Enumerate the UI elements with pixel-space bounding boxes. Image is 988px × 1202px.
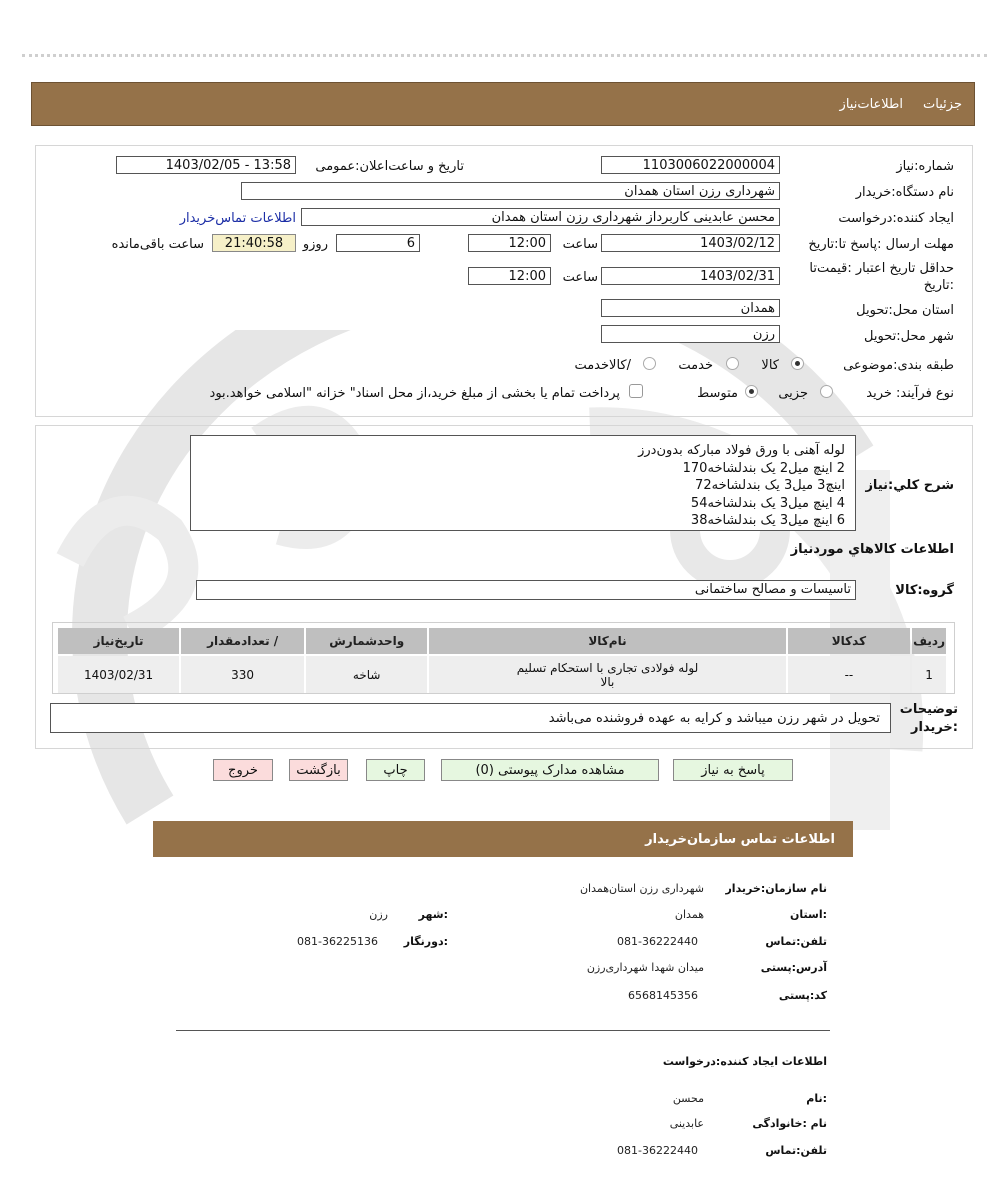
announce-label: تاریخ و ساعت‌اعلان:عمومی (315, 159, 464, 174)
cell-name-line-1: لوله فولادی تجاری با استحکام تسلیم (516, 661, 699, 675)
cell-qty: 330 (181, 656, 304, 694)
cell-name-line-2: بالا (600, 675, 615, 689)
req-family-label: نام :خانوادگی (752, 1117, 827, 1130)
exit-button[interactable]: خروج (213, 759, 273, 781)
deadline-time-label: ساعت (562, 237, 598, 252)
creator-label: ایجاد کننده:درخواست (838, 211, 954, 226)
col-unit: واحدشمارش (306, 628, 427, 654)
city-label: شهر محل:تحویل (864, 329, 954, 344)
col-name: نام‌کالا (429, 628, 785, 654)
fax-label: :دورنگار (403, 935, 448, 948)
cell-unit: شاخه (306, 656, 427, 694)
address-value: میدان شهدا شهرداری‌رزن (586, 961, 704, 974)
validity-label-2: :تاریخ (923, 278, 954, 293)
contact-title: اطلاعات تماس سازمان‌خریدار (645, 832, 835, 847)
need-number-label: شماره:نیاز (896, 159, 954, 174)
contact-header (153, 821, 853, 857)
req-name-value: محسن (672, 1092, 704, 1105)
org-label: نام سازمان:خریدار (725, 882, 827, 895)
description-line: 2 اینچ میل2 یک بندلشاخه170 (682, 460, 845, 476)
req-phone-value: 081-36222440 (617, 1144, 698, 1157)
announce-field: 1403/02/05 - 13:58 (116, 156, 296, 174)
org-value: شهرداری رزن استان‌همدان (579, 882, 704, 895)
goods-group-field: تاسیسات و مصالح ساختمانی (196, 580, 856, 600)
process-medium-label: متوسط (697, 386, 738, 401)
category-goods-radio[interactable] (791, 357, 804, 370)
validity-time-field: 12:00 (468, 267, 551, 285)
treasury-payment-checkbox[interactable] (629, 384, 643, 398)
goods-group-label: گروه:كالا (895, 583, 954, 598)
requester-title: اطلاعات ایجاد کننده:درخواست (662, 1055, 827, 1068)
category-service-label: خدمت (678, 358, 713, 373)
contact-city-label: :شهر (418, 908, 448, 921)
category-service-radio[interactable] (726, 357, 739, 370)
process-medium-radio[interactable] (745, 385, 758, 398)
remaining-time-field: 21:40:58 (212, 234, 296, 252)
process-label: نوع فرآیند: خرید (866, 386, 954, 401)
tab-need-info[interactable]: اطلاعات‌نیاز (839, 97, 903, 112)
category-both-radio[interactable] (643, 357, 656, 370)
notes-label-1: توضیحات (899, 702, 958, 717)
treasury-payment-text: پرداخت تمام یا بخشی از مبلغ خرید،از محل اسناد" خزانه "اسلامی خواهد.بود (209, 386, 620, 401)
postal-label: کد:پستی (778, 989, 827, 1002)
days-field: 6 (336, 234, 420, 252)
top-divider (22, 54, 987, 57)
page-header (31, 82, 975, 126)
category-goods-label: کالا (761, 358, 779, 373)
deadline-time-field: 12:00 (468, 234, 551, 252)
req-phone-label: تلفن:تماس (765, 1144, 827, 1157)
description-label: شرح كلي:نياز (865, 478, 954, 493)
phone-value: 081-36222440 (617, 935, 698, 948)
description-line: 4 اینچ میل3 یک بندلشاخه54 (690, 495, 845, 511)
days-label: روزو (302, 237, 328, 252)
description-line: 6 اینچ میل3 یک بندلشاخه38 (690, 513, 845, 528)
category-label: طبقه بندی:موضوعی (843, 358, 954, 373)
goods-table-frame (52, 622, 955, 694)
cell-row: 1 (912, 656, 946, 694)
col-qty: / تعدادمقدار (181, 628, 304, 654)
contact-province-value: همدان (674, 908, 704, 921)
postal-value: 6568145356 (628, 989, 698, 1002)
process-minor-radio[interactable] (820, 385, 833, 398)
col-date: تاریخ‌نیاز (58, 628, 179, 654)
deadline-date-field: 1403/02/12 (601, 234, 780, 252)
description-line: اینچ3 میل3 یک بندلشاخه72 (695, 478, 845, 493)
buyer-notes-field: تحویل در شهر رزن میباشد و کرایه به عهده فروشنده می‌باشد (50, 703, 891, 733)
category-both-label: /کالاخدمت (574, 358, 631, 373)
tab-details[interactable]: جزئیات (923, 97, 962, 112)
col-row: ردیف (912, 628, 946, 654)
view-attachments-button[interactable]: مشاهده مدارک پیوستی (0) (441, 759, 659, 781)
need-number-field: 1103006022000004 (601, 156, 780, 174)
buyer-label: نام دستگاه:خریدار (855, 185, 954, 200)
process-minor-label: جزیی (778, 386, 808, 401)
province-label: استان محل:تحویل (856, 303, 954, 318)
province-field: همدان (601, 299, 780, 317)
validity-label-1: حداقل تاریخ اعتبار :قیمت‌تا (809, 261, 954, 276)
cell-date: 1403/02/31 (58, 656, 179, 694)
description-line: لوله آهنی با ورق فولاد مبارکه بدون‌درز (638, 443, 845, 458)
address-label: آدرس:پستی (760, 961, 827, 974)
description-box (190, 435, 856, 531)
validity-time-label: ساعت (562, 270, 598, 285)
contact-province-label: :استان (790, 908, 827, 921)
creator-field: محسن عابدینی کاربرداز شهرداری رزن استان همدان (301, 208, 780, 226)
print-button[interactable]: چاپ (366, 759, 425, 781)
contact-divider (176, 1030, 830, 1031)
col-code: کدکالا (788, 628, 910, 654)
buyer-contact-link[interactable]: اطلاعات تماس‌خریدار (179, 211, 296, 226)
goods-section-title: اطلاعات كالاهاي موردنياز (790, 542, 954, 557)
buyer-field: شهرداری رزن استان همدان (241, 182, 780, 200)
contact-city-value: رزن (369, 908, 388, 921)
phone-label: تلفن:تماس (765, 935, 827, 948)
fax-value: 081-36225136 (297, 935, 378, 948)
reply-button[interactable]: پاسخ به نیاز (673, 759, 793, 781)
remaining-label: ساعت باقی‌مانده (111, 237, 204, 252)
city-field: رزن (601, 325, 780, 343)
validity-date-field: 1403/02/31 (601, 267, 780, 285)
cell-code: -- (788, 656, 910, 694)
notes-label-2: :خریدار (911, 720, 958, 735)
req-name-label: :نام (806, 1092, 827, 1105)
deadline-label: مهلت ارسال :پاسخ تا:تاریخ (808, 237, 954, 252)
req-family-value: عابدینی (669, 1117, 704, 1130)
back-button[interactable]: بازگشت (289, 759, 348, 781)
